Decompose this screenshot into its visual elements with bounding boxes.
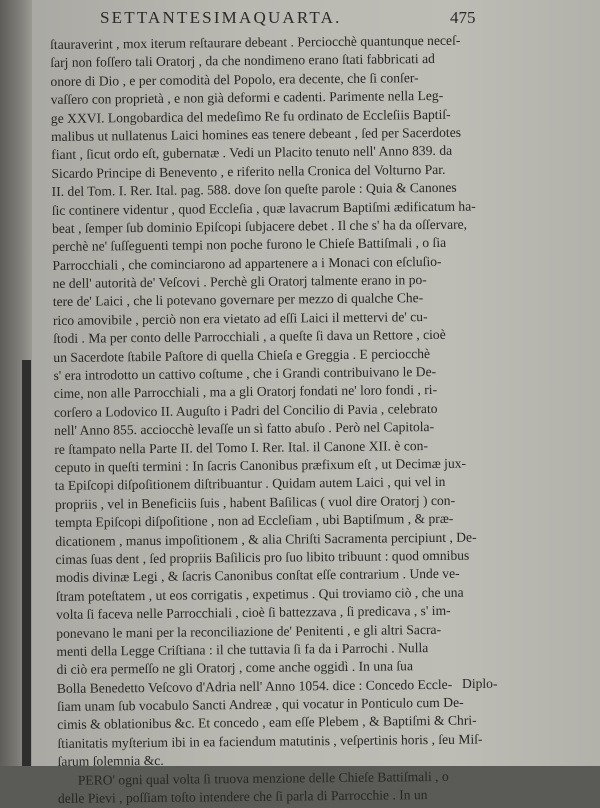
text-line: ne dell' autorità de' Veſcovi . Perchè gli Oratorj talmente erano in po- bbox=[52, 272, 427, 292]
page-number: 475 bbox=[450, 8, 476, 27]
text-line: re ſtampato nella Parte II. del Tomo I. Rer. Ital. il Canone XII. è con- bbox=[54, 437, 429, 457]
text-line: ſarj non foſſero tali Oratorj , da che nondimeno erano ſtati fabbricati ad bbox=[50, 51, 435, 71]
text-line: ſtauraverint , mox iterum reſtaurare debeant . Perciocchè quantunque neceſ- bbox=[50, 32, 461, 52]
text-line: PERO' ogni qual volta ſi truova menzione delle Chieſe Battiſmali , o bbox=[77, 768, 449, 788]
text-line: ta Epiſcopi diſpoſitionem diſtribuantur . Quidam autem Laici , qui vel in bbox=[54, 474, 446, 494]
text-line: cimas ſuas dent , ſed propriis Baſilicis pro ſuo libito tribuunt : quod omnibus bbox=[55, 547, 470, 567]
text-line: cimis & oblationibus &c. Et concedo , eam eſſe Plebem , & Baptiſmi & Chri- bbox=[57, 713, 477, 733]
text-line: ge XXVI. Longobardica del medeſimo Re fu ordinato de Eccleſiis Baptiſ- bbox=[50, 106, 451, 126]
text-line: beat , ſemper ſub dominio Epiſcopi ſubjacere debet . Il che s' ha da oſſervare, bbox=[51, 216, 468, 236]
text-line: ſtianitatis myſterium ibi in ea faciendum matutinis , veſpertinis horis , ſeu Miſ- bbox=[57, 731, 483, 751]
text-line: ſarum ſolemnia &c. bbox=[57, 753, 164, 770]
text-line: Sicardo Principe di Benevento , e riferito nella Cronica del Volturno Par. bbox=[51, 161, 446, 181]
text-line: malibus ut nullatenus Laici homines eas tenere debeant , ſed per Sacerdotes bbox=[50, 124, 462, 144]
text-line: onore di Dio , e per comodità del Popolo, era decente, che ſi conſer- bbox=[50, 69, 419, 89]
text-line: tempta Epiſcopi diſpoſitione , non ad Eccleſiam , ubi Baptiſmum , & præ- bbox=[55, 510, 454, 531]
text-line: ſic continere videntur , quod Eccleſia , quæ lavacrum Baptiſmi ædificatum ha- bbox=[51, 198, 476, 218]
text-line: vaſſero con proprietà , e non già deformi e cadenti. Parimente nella Leg- bbox=[50, 88, 444, 108]
text-line: fiant , ſicut ordo eſt, gubernatæ . Vedi un Placito tenuto nell' Anno 839. da bbox=[51, 143, 453, 163]
text-line: cime, non alle Parrocchiali , ma a gli Oratorj fondati ne' loro fondi , ri- bbox=[53, 382, 438, 402]
text-line: ſtodi . Ma per conto delle Parrocchiali , a queſte ſi dava un Rettore , cioè bbox=[53, 327, 446, 347]
text-line: rico amovibile , perciò non era vietato ad eſſi Laici il mettervi de' cu- bbox=[52, 308, 428, 328]
text-line: di ciò era permeſſo ne gli Oratorj , come anche oggidì . In una ſua bbox=[56, 658, 414, 678]
text-line: un Sacerdote ſtabile Paſtore di quella Chieſa e Greggia . E perciocchè bbox=[53, 345, 431, 365]
text-line: propriis , vel in Beneficiis ſuis , habent Baſilicas ( vuol dire Oratorj ) con- bbox=[54, 492, 456, 512]
text-line: volta ſi faceva nelle Parrocchiali , cioè ſi battezzava , ſi predicava , s' im- bbox=[55, 602, 451, 623]
running-header: SETTANTESIMAQUARTA. bbox=[100, 8, 342, 27]
text-line: tere de' Laici , che li potevano governare per mezzo di qualche Che- bbox=[52, 290, 424, 310]
text-line: nell' Anno 855. acciocchè levaſſe un sì fatto abuſo . Però nel Capitola- bbox=[54, 419, 435, 439]
body-text bbox=[50, 31, 508, 808]
text-line: modis divinæ Legi , & ſacris Canonibus conſtat eſſe contrarium . Unde ve- bbox=[55, 566, 460, 586]
text-line: delle Pievi , poſſiam toſto intendere che ſi parla di Parrocchie . In un bbox=[57, 787, 428, 806]
text-line: ſtram poteſtatem , ut eos corrigatis , expetimus . Qui troviamo ciò , che una bbox=[55, 584, 464, 604]
text-line: ponevano le mani per la reconciliazione de' Penitenti , e gli altri Sacra- bbox=[56, 621, 442, 641]
text-line: Parrocchiali , che cominciarono ad appartenere a i Monaci con eſcluſio- bbox=[52, 253, 442, 273]
text-line: ceputo in queſti termini : In ſacris Canonibus præfixum eſt , ut Decimæ jux- bbox=[54, 455, 467, 475]
text-line: ſiam unam ſub vocabulo Sancti Andreæ , qui vocatur in Ponticulo cum De- bbox=[56, 694, 464, 715]
binding-edge bbox=[22, 360, 31, 766]
text-line: Bolla Benedetto Veſcovo d'Adria nell' Anno 1054. dice : Concedo Eccle- bbox=[56, 676, 453, 696]
catchword: Diplo- bbox=[462, 676, 498, 691]
text-line: II. del Tom. I. Rer. Ital. pag. 588. dove ſon queſte parole : Quia & Canones bbox=[51, 179, 457, 200]
text-line: s' era introdotto un cattivo coſtume , che i Grandi contribuivano le De- bbox=[53, 364, 437, 384]
text-line: menti della Legge Criſtiana : il che tuttavia ſi fa da i Parrochi . Nulla bbox=[56, 639, 429, 659]
text-line: dicationem , manus impoſitionem , & alia Chriſti Sacramenta percipiunt , De- bbox=[55, 529, 477, 549]
text-line: corſero a Lodovico II. Auguſto i Padri del Concilio di Pavia , celebrato bbox=[53, 400, 438, 420]
text-line: perchè ne' ſuſſeguenti tempi non poche furono le Chieſe Battiſmali , o ſia bbox=[52, 235, 447, 255]
